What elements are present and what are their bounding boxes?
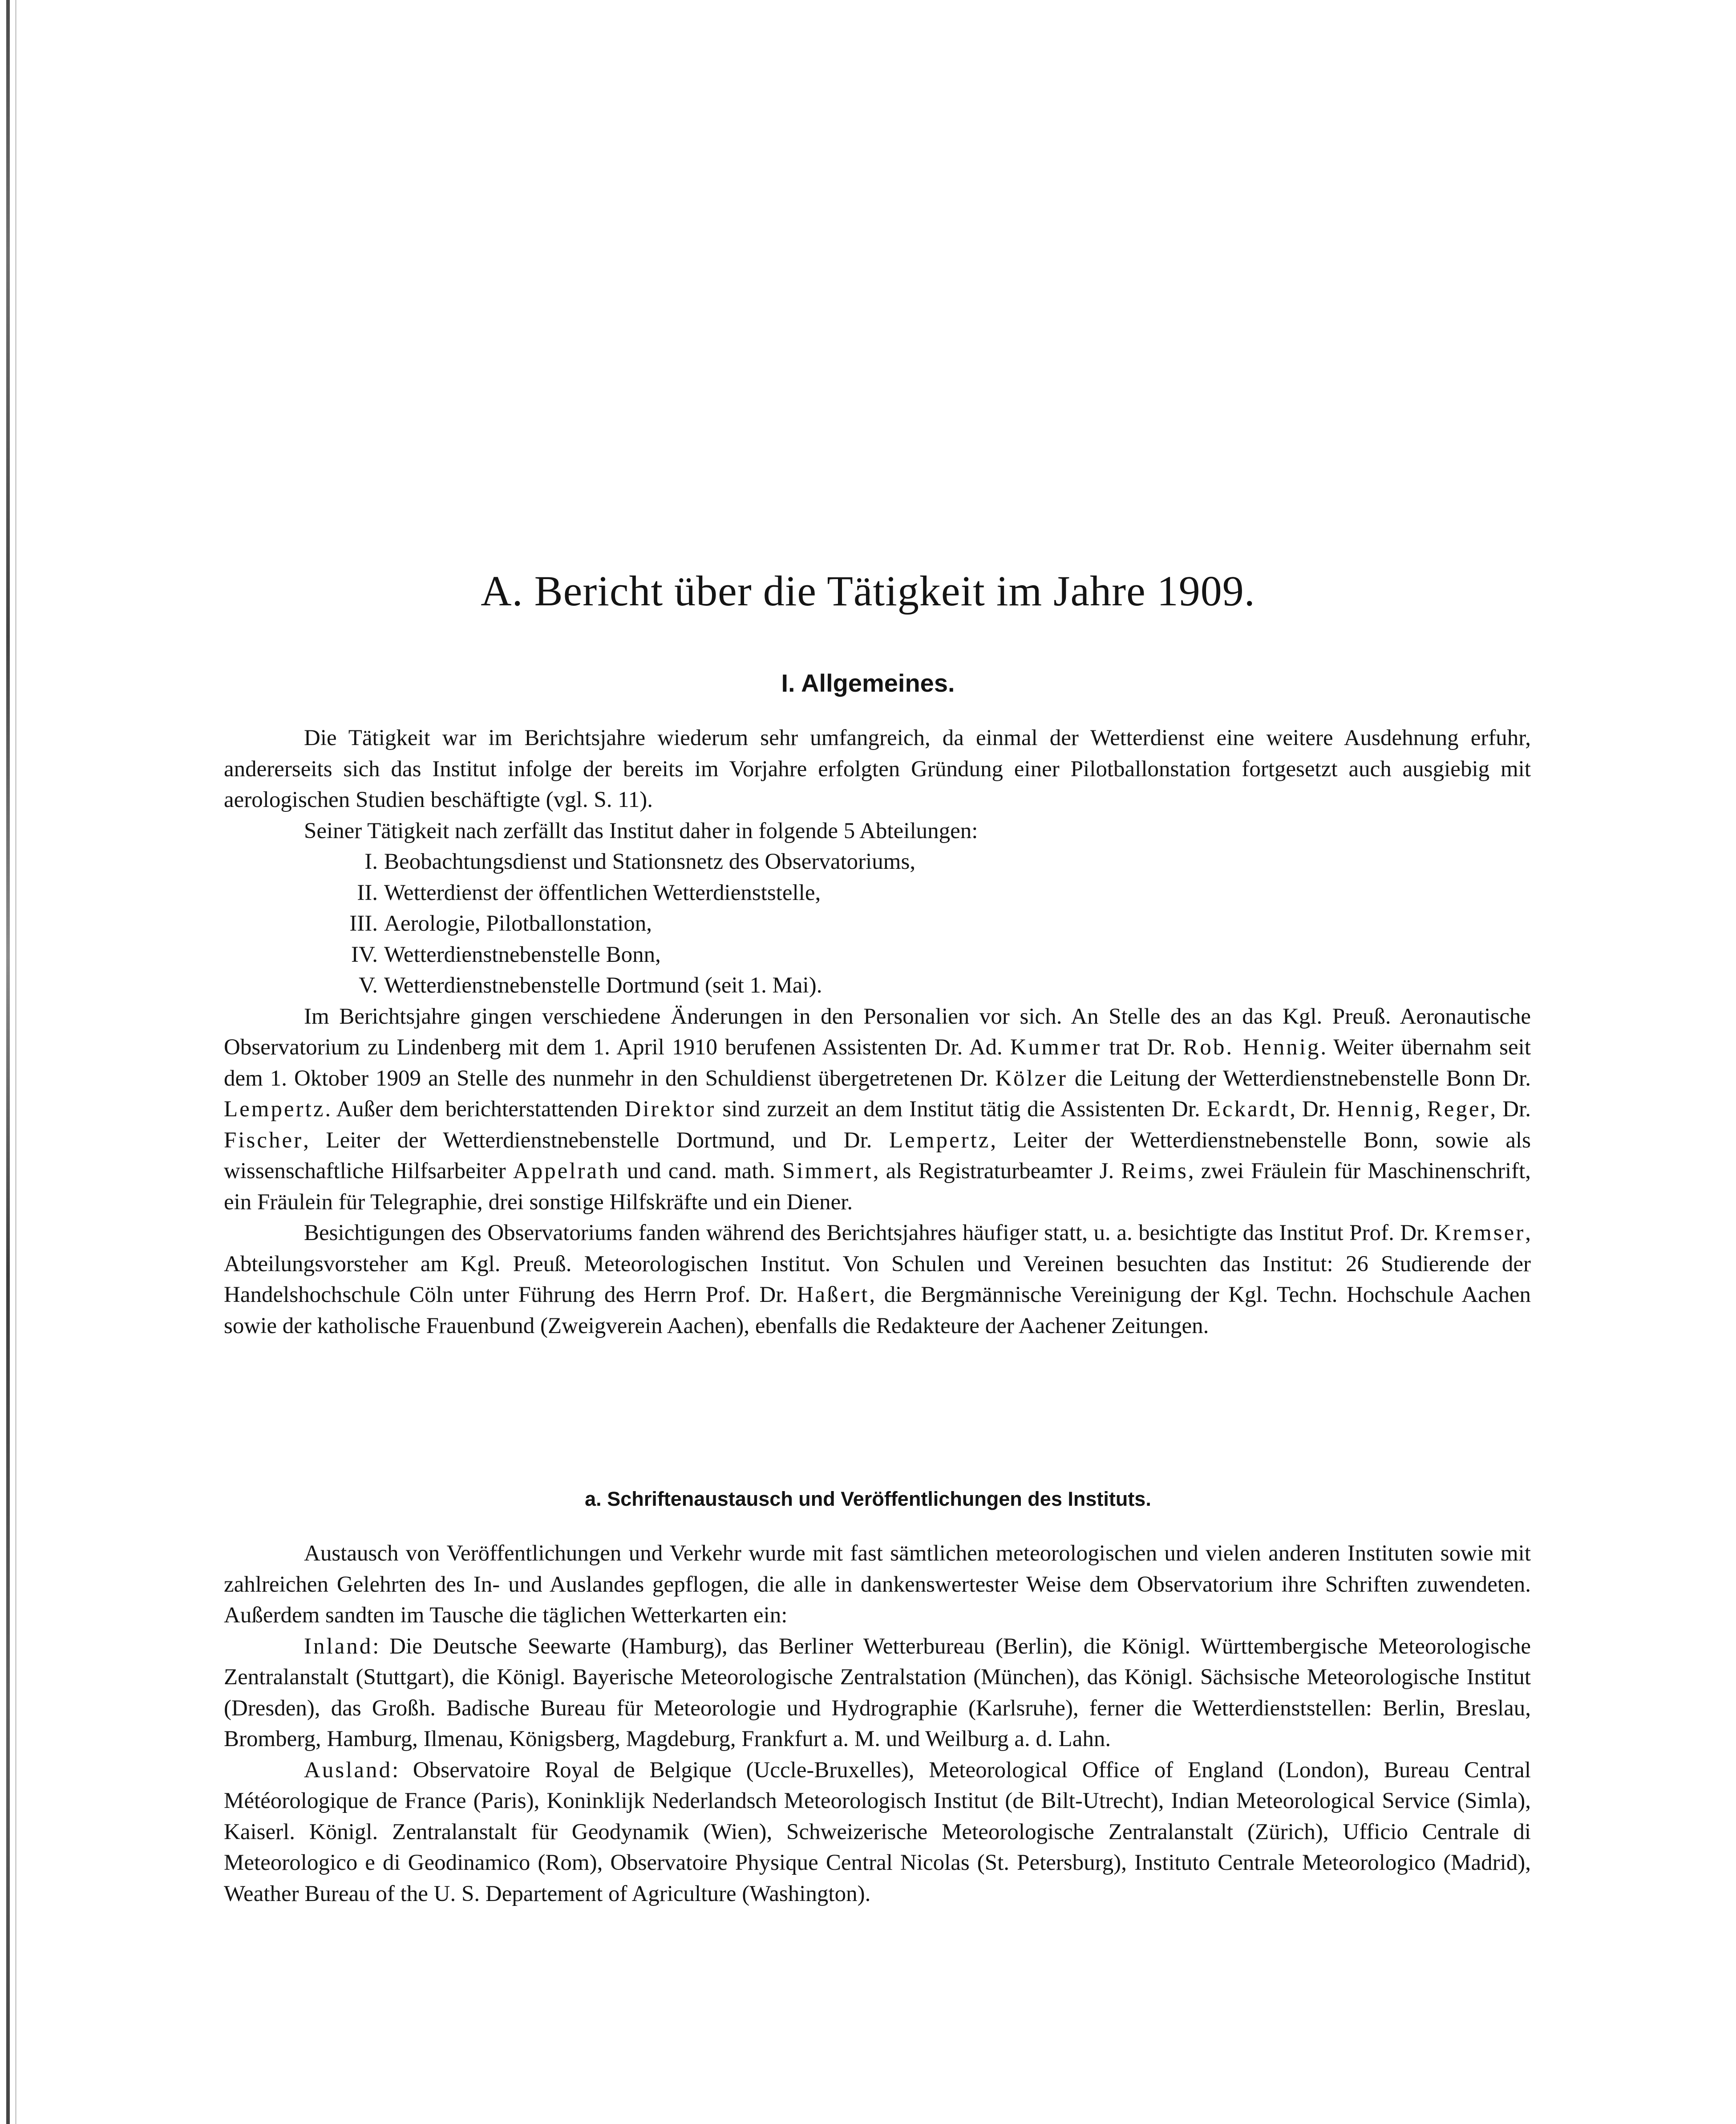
list-item: I. Beobachtungsdienst und Stationsnetz des Observatoriums, <box>364 849 916 874</box>
intro-block <box>224 723 1531 1342</box>
departments-intro: Seiner Tätigkeit nach zerfällt das Institut daher in folgende 5 Abteilungen: <box>304 818 978 843</box>
visits-paragraph: Besichtigungen des Observatoriums fanden während des Berichtsjahres häufiger statt, u. a. besichtigte das Institut Prof. Dr. Kremser, Abteilungsvorsteher am Kgl. Preuß. Meteorologischen Institut. Von Schulen und Vereinen besuchten das Institut: 26 Studierende der Handelshochschule Cöln unter Führung des Herrn Prof. Dr. Haßert, die Bergmännische Vereinigung der Kgl. Techn. Hochschule Aachen sowie der katholische Frauenbund (Zweigverein Aachen), ebenfalls die Redakteure der Aachener Zeitungen. <box>224 1220 1531 1338</box>
subsection-heading: a. Schriftenaustausch und Veröffentlichungen des Instituts. <box>585 1488 1151 1510</box>
list-item: III. Aerologie, Pilotballonstation, <box>349 911 652 936</box>
list-item: IV. Wetterdienstnebenstelle Bonn, <box>351 942 661 967</box>
department-list <box>224 847 1531 1001</box>
list-item: V. Wetterdienstnebenstelle Dortmund (seit 1. Mai). <box>358 973 822 998</box>
scan-binding-shadow <box>15 0 16 2124</box>
personnel-paragraph: Im Berichtsjahre gingen verschiedene Änderungen in den Personalien vor sich. An Stelle des an das Kgl. Preuß. Aeronautische Observatorium zu Lindenberg mit dem 1. April 1910 berufenen Assistenten Dr. Ad. Kummer trat Dr. Rob. Hennig. Weiter übernahm seit dem 1. Oktober 1909 an Stelle des nunmehr in den Schuldienst übergetretenen Dr. Kölzer die Leitung der Wetterdienstnebenstelle Bonn Dr. Lempertz. Außer dem berichterstattenden Direktor sind zurzeit an dem Institut tätig die Assistenten Dr. Eckardt, Dr. Hennig, Reger, Dr. Fischer, Leiter der Wetterdienstnebenstelle Dortmund, und Dr. Lempertz, Leiter der Wetterdienstnebenstelle Bonn, sowie als wissenschaftliche Hilfsarbeiter Appelrath und cand. math. Simmert, als Registraturbeamter J. Reims, zwei Fräulein für Maschinenschrift, ein Fräulein für Telegraphie, drei sonstige Hilfskräfte und ein Diener. <box>224 1004 1531 1215</box>
inland-label: Inland <box>304 1634 373 1659</box>
ausland-paragraph: Ausland: Observatoire Royal de Belgique (Uccle-Bruxelles), Meteorological Office of England (London), Bureau Central Météorologique de France (Paris), Koninklijk Nederlandsch Meteorologisch Institut (de Bilt-Utrecht), Indian Meteorological Service (Simla), Kaiserl. Königl. Zentralanstalt für Geodynamik (Wien), Schweizerische Meteorologische Zentralanstalt (Zürich), Ufficio Centrale di Meteorologico e di Geodinamico (Rom), Observatoire Physique Central Nicolas (St. Petersburg), Instituto Centrale Meteorologico (Madrid), Weather Bureau of the U. S. Departement of Agriculture (Washington). <box>224 1757 1531 1906</box>
list-item: II. Wetterdienst der öffentlichen Wetterdienststelle, <box>357 880 821 905</box>
exchange-block <box>224 1538 1531 1909</box>
ausland-label: Ausland <box>304 1757 392 1783</box>
exchange-paragraph: Austausch von Veröffentlichungen und Verkehr wurde mit fast sämtlichen meteorologischen und vielen anderen Instituten sowie mit zahlreichen Gelehrten des In- und Auslandes gepflogen, die alle in dankenswertester Weise dem Observatorium ihre Schriften zuwendeten. Außerdem sandten im Tausche die täglichen Wetterkarten ein: <box>224 1541 1531 1628</box>
page-title: A. Bericht über die Tätigkeit im Jahre 1909. <box>481 567 1255 615</box>
section-heading: I. Allgemeines. <box>781 669 955 697</box>
intro-paragraph: Die Tätigkeit war im Berichtsjahre wiederum sehr umfangreich, da einmal der Wetterdienst eine weitere Ausdehnung erfuhr, andererseits sich das Institut infolge der bereits im Vorjahre erfolgten Gründung einer Pilotballonstation fortgesetzt auch ausgiebig mit aerologischen Studien beschäftigte (vgl. S. 11). <box>224 726 1531 812</box>
scan-binding-edge <box>6 0 10 2124</box>
inland-paragraph: Inland: Die Deutsche Seewarte (Hamburg), das Berliner Wetterbureau (Berlin), die Königl. Württembergische Meteorologische Zentralanstalt (Stuttgart), die Königl. Bayerische Meteorologische Zentralstation (München), das Königl. Sächsische Meteorologische Institut (Dresden), das Großh. Badische Bureau für Meteorologie und Hydrographie (Karlsruhe), ferner die Wetterdienststellen: Berlin, Breslau, Bromberg, Hamburg, Ilmenau, Königsberg, Magdeburg, Frankfurt a. M. und Weilburg a. d. Lahn. <box>224 1634 1531 1751</box>
